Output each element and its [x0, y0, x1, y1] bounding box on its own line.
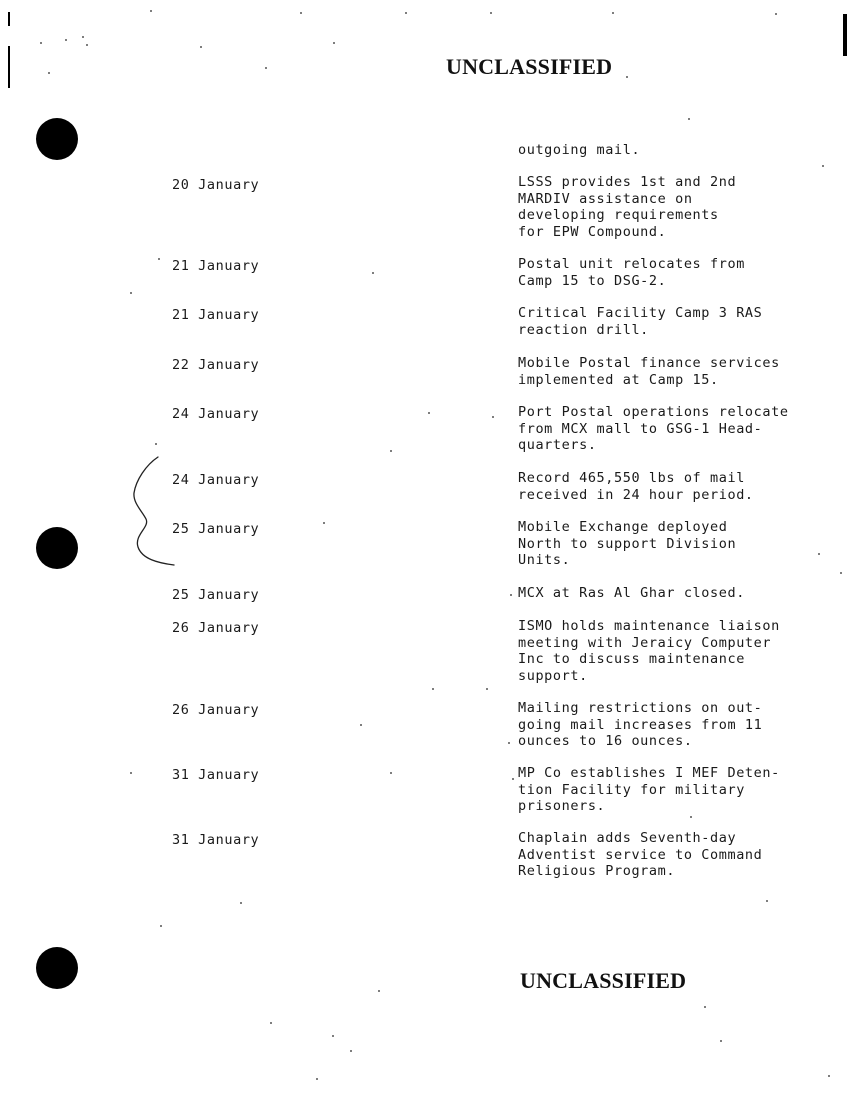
scan-speck [130, 292, 132, 294]
entry-date: 31 January [172, 832, 260, 848]
entry-date: 25 January [172, 521, 260, 537]
entry-date: 20 January [172, 177, 260, 193]
entry-date: 26 January [172, 702, 260, 718]
scan-speck [200, 46, 202, 48]
scan-speck [720, 1040, 722, 1042]
scan-speck [333, 42, 335, 44]
entry-text: ISMO holds maintenance liaison meeting with Jeraicy Computer Inc to discuss maintenance support. [518, 618, 780, 684]
scan-speck [150, 10, 152, 12]
scan-speck [428, 412, 430, 414]
scan-speck [316, 1078, 318, 1080]
entry-date: 31 January [172, 767, 260, 783]
scan-speck [766, 900, 768, 902]
entry-date: 26 January [172, 620, 260, 636]
entry-text: Port Postal operations relocate from MCX mall to GSG-1 Head- quarters. [518, 404, 789, 453]
entry-date: 25 January [172, 587, 260, 603]
scan-speck [332, 1035, 334, 1037]
scan-speck [822, 165, 824, 167]
scan-speck [265, 67, 267, 69]
scan-speck [372, 272, 374, 274]
scan-speck [390, 450, 392, 452]
entry-text: MP Co establishes I MEF Deten- tion Facility for military prisoners. [518, 765, 780, 814]
scan-speck [828, 1075, 830, 1077]
scan-edge-mark [843, 14, 847, 56]
punch-hole [36, 527, 78, 569]
scan-speck [486, 688, 488, 690]
scan-speck [490, 12, 492, 14]
scan-speck [270, 1022, 272, 1024]
scan-speck [65, 39, 67, 41]
entry-date: 24 January [172, 406, 260, 422]
scan-speck [818, 553, 820, 555]
scan-speck [704, 1006, 706, 1008]
entry-text: LSSS provides 1st and 2nd MARDIV assistance on developing requirements for EPW Compound. [518, 174, 737, 240]
scan-speck [405, 12, 407, 14]
classification-header: UNCLASSIFIED [446, 54, 613, 79]
scan-speck [350, 1050, 352, 1052]
scan-speck [378, 990, 380, 992]
scan-edge-mark [8, 12, 10, 26]
scan-speck [130, 772, 132, 774]
scan-edge-mark [8, 46, 10, 88]
punch-hole [36, 118, 78, 160]
scan-speck [40, 42, 42, 44]
scan-speck [612, 12, 614, 14]
scan-speck [323, 522, 325, 524]
scan-speck [160, 925, 162, 927]
continued-text: outgoing mail. [518, 142, 641, 158]
scan-speck [360, 724, 362, 726]
scan-speck [300, 12, 302, 14]
scan-speck [82, 36, 84, 38]
scan-speck [775, 13, 777, 15]
scan-speck [492, 416, 494, 418]
scan-speck [512, 778, 514, 780]
entry-text: Mobile Postal finance services implemented at Camp 15. [518, 355, 780, 388]
scan-speck [840, 572, 842, 574]
scan-speck [508, 742, 510, 744]
scan-speck [158, 258, 160, 260]
entry-text: Mobile Exchange deployed North to support Division Units. [518, 519, 737, 568]
entry-text: Critical Facility Camp 3 RAS reaction drill. [518, 305, 763, 338]
scan-speck [688, 118, 690, 120]
entry-date: 24 January [172, 472, 260, 488]
classification-footer: UNCLASSIFIED [520, 968, 687, 993]
entry-date: 22 January [172, 357, 260, 373]
scan-speck [390, 772, 392, 774]
entry-text: Record 465,550 lbs of mail received in 24 hour period. [518, 470, 754, 503]
entry-text: Postal unit relocates from Camp 15 to DSG-2. [518, 256, 745, 289]
scan-speck [240, 902, 242, 904]
entry-text: Chaplain adds Seventh-day Adventist service to Command Religious Program. [518, 830, 763, 879]
scan-speck [48, 72, 50, 74]
entry-text: MCX at Ras Al Ghar closed. [518, 585, 745, 601]
punch-hole [36, 947, 78, 989]
handwritten-bracket-mark [128, 455, 178, 575]
scan-speck [690, 816, 692, 818]
scan-speck [86, 44, 88, 46]
entry-text: Mailing restrictions on out- going mail increases from 11 ounces to 16 ounces. [518, 700, 763, 749]
scan-speck [510, 594, 512, 596]
scan-speck [155, 443, 157, 445]
entry-date: 21 January [172, 307, 260, 323]
entry-date: 21 January [172, 258, 260, 274]
scan-speck [432, 688, 434, 690]
scan-speck [626, 76, 628, 78]
